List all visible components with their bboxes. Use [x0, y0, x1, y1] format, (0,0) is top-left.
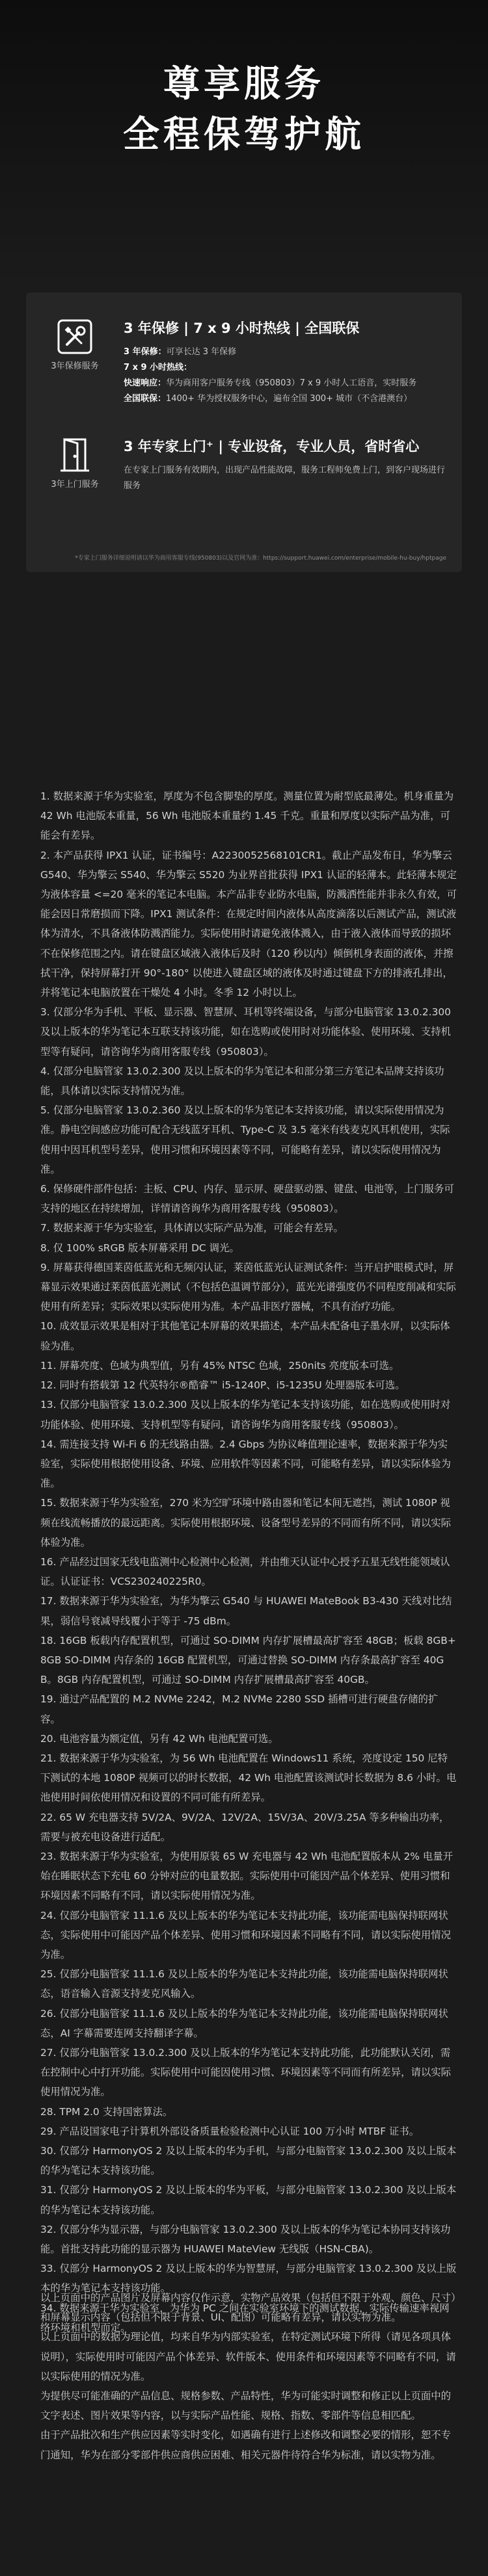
tools-icon: [42, 319, 107, 355]
footnote-item: 2. 本产品获得 IPX1 认证，证书编号：A2230052568101CR1。截止产品发布日，华为擎云 G540、华为擎云 S540、华为擎云 S520 为业界首批获得 IPX1 认证的轻薄本。此轻薄本规定为液体容量 <=20 毫米的笔记本电脑。本产品非专业防水电脑，防溅洒性能并非永久有效，可能会因日常磨损而下降。IPX1 测试条件：在规定时间内液体从高度滴落以后测试产品，测试液体为清水，不具备液体防溅洒能力。实际使用时请避免液体溅入，由于液入液体而导致的损坏不在保修范围之内。请在键盘区域液入液体后及时（120 秒以内）倾倒机身表面的液体，并擦拭干净，保持屏幕打开 90°-180° 以使进入键盘区域的液体及时通过键盘下方的排液孔排出，并将笔记本电脑放置在干燥处 4 小时。冬季 12 小时以上。: [40, 849, 457, 999]
service-icon-label: 3年上门服务: [51, 480, 99, 489]
footnote-item: 10. 成效显示效果是相对于其他笔记本屏幕的效果描述，本产品未配备电子墨水屏，以实际体验为准。: [40, 1320, 450, 1352]
service-line: 3 年保修：可享长达 3 年保修: [124, 347, 237, 357]
footnote-item: 9. 屏幕获得德国莱茵低蓝光和无频闪认证，莱茵低蓝光认证测试条件：当开启护眼模式时，屏幕显示效果通过莱茵低蓝光测试（不包括色温调节部分），蓝光光谱强度仍不同程度削减和实际使用有所差异；实际效果以实际使用为准。本产品非医疗器械，不具有治疗功能。: [40, 1261, 456, 1313]
footnote-item: 24. 仅部分电脑管家 11.1.6 及以上版本的华为笔记本支持此功能，该功能需电脑保持联网状态，实际使用中可能因产品个体差异、使用习惯和环境因素不同略有不同，请以实际使用情况为准。: [40, 1909, 452, 1960]
service-title: 3 年保修 | 7 x 9 小时热线 | 全国联保: [124, 320, 360, 336]
footnote-item: 13. 仅部分电脑管家 13.0.2.300 及以上版本的华为笔记本支持该功能，如在选购或使用时对功能体验、使用环境、支持机型等有疑问，请咨询华为商用客服专线（950803）。: [40, 1399, 451, 1431]
hero-title-line2: 全程保驾护航: [123, 114, 365, 156]
footnote-item: 11. 屏幕亮度、色域为典型值，另有 45% NTSC 色域，250nits 亮度版本可选。: [40, 1359, 400, 1372]
footnote-item: 30. 仅部分 HarmonyOS 2 及以上版本的华为手机，与部分电脑管家 13.0.2.300 及以上版本的华为笔记本支持该功能。: [40, 2145, 457, 2177]
footnote-item: 4. 仅部分电脑管家 13.0.2.300 及以上版本的华为笔记本和部分第三方笔记本品牌支持该功能，具体请以实际支持情况为准。: [40, 1065, 444, 1097]
footnote-item: 31. 仅部分 HarmonyOS 2 及以上版本的华为平板，与部分电脑管家 13.0.2.300 及以上版本的华为笔记本支持该功能。: [40, 2184, 457, 2216]
footnote-item: 15. 数据来源于华为实验室，270 米为空旷环境中路由器和笔记本间无遮挡，测试 1080P 视频在线流畅播放的最远距离。实际使用根据环境、设备型号差异的不同而有所不同，请以实际体验为准。: [40, 1497, 452, 1548]
footnote-item: 5. 仅部分电脑管家 13.0.2.360 及以上版本的华为笔记本支持该功能，请以实际使用情况为准。静电空间感应功能可配合无线蓝牙耳机、Type-C 及 3.5 毫米有线麦克风耳机使用，实际使用中因耳机型号差异，使用习惯和环境因素等不同，可能略有差异，请以实际使用情况为准。: [40, 1104, 450, 1175]
disclaimer-paragraph: 为提供尽可能准确的产品信息、规格参数、产品特性，华为可能实时调整和修正以上页面中的文字表述、图片效果等内容，以与实际产品性能、规格、指数、零部件等信息相匹配。: [40, 2390, 452, 2422]
footnote-item: 22. 65 W 充电器支持 5V/2A、9V/2A、12V/2A、15V/3A、20V/3.25A 等多种输出功率，需要与被充电设备进行适配。: [40, 1811, 450, 1843]
footnote-item: 26. 仅部分电脑管家 11.1.6 及以上版本的华为笔记本支持此功能，该功能需电脑保持联网状态，AI 字幕需要连网支持翻译字幕。: [40, 2007, 448, 2039]
footnote-item: 32. 仅部分华为显示器，与部分电脑管家 13.0.2.300 及以上版本的华为笔记本协同支持该功能。首批支持此功能的显示器为 HUAWEI MateView 无线版（HSN-CBA)。: [40, 2223, 451, 2256]
disclaimer: [40, 2288, 457, 2465]
footnote-item: 29. 产品设国家电子计算机外部设备质量检验检测中心认证 100 万小时 MTBF 证书。: [40, 2125, 420, 2137]
footnote-item: 12. 同时有搭载第 12 代英特尔®酷睿™ i5-1240P、i5-1235U 处理器版本可选。: [40, 1379, 405, 1392]
footnote-item: 23. 数据来源于华为实验室，为使用原装 65 W 充电器与 42 Wh 电池配置版本从 2% 电量开始在睡眠状态下充电 60 分钟对应的电量数据。实际使用中可能因产品个体差异、使用习惯和环境因素不同略有不同，请以实际使用情况为准。: [40, 1850, 453, 1902]
footnote-item: 7. 数据来源于华为实验室，具体请以实际产品为准，可能会有差异。: [40, 1222, 344, 1234]
service-icon-box: [42, 319, 107, 371]
footnote-item: 18. 16GB 板载内存配置机型，可通过 SO-DIMM 内存扩展槽最高扩容至 48GB；板载 8GB+8GB SO-DIMM 内存条的 16GB 配置机型，可通过替换 SO-DIMM 内存条最高扩容至 40GB。8GB 内存配置机型，可通过 SO-DIMM 内存扩展槽最高扩容至 40GB。: [40, 1634, 456, 1686]
footnote-item: 27. 仅部分电脑管家 13.0.2.300 及以上版本的华为笔记本支持此功能，此功能默认关闭，需在控制中心中打开功能。实际使用中可能因使用习惯、环境因素等不同而有所差异，请以实际使用情况为准。: [40, 2047, 452, 2098]
service-icon-label: 3年保修服务: [51, 361, 99, 371]
service-row-warranty: [26, 319, 462, 423]
service-card: [26, 293, 462, 572]
footnote-item: 28. TPM 2.0 支持国密算法。: [40, 2105, 173, 2118]
footnote-item: 17. 数据来源于华为实验室，为华为擎云 G540 与 HUAWEI MateBook B3-430 天线对比结果，弱信号衰减导线覆小于等于 -75 dBm。: [40, 1595, 452, 1627]
disclaimer-paragraph: 由于产品批次和生产供应因素等实时变化，如遇确有进行上述修改和调整必要的情形，恕不专门通知，华为在部分零部件供应商供应困难、相关元器件待符合华为标准，请以实物为准。: [40, 2429, 452, 2461]
service-line: 全国联保：1400+ 华为授权服务中心，遍布全国 300+ 城市（不含港澳台）: [124, 394, 413, 404]
footnote-item: 1. 数据来源于华为实验室，厚度为不包含脚垫的厚度。测量位置为耐型底最薄处。机身重量为 42 Wh 电池版本重量，56 Wh 电池版本重量约 1.45 千克。重量和厚度以实际产品为准，可能会有差异。: [40, 790, 454, 842]
service-body: [124, 319, 449, 407]
service-line: 7 x 9 小时热线：: [124, 363, 193, 372]
service-line: 快速响应：华为商用客户服务专线（950803）7 x 9 小时人工语音，实时服务: [124, 378, 417, 388]
footnote-list: [40, 787, 457, 2337]
hero-banner: [0, 0, 488, 286]
service-title: 3 年专家上门⁺ | 专业设备，专业人员，省时省心: [124, 439, 420, 454]
hero-title-line1: 尊享服务: [163, 63, 325, 105]
disclaimer-paragraph: 以上页面中的产品图片及屏幕内容仅作示意，实物产品效果（包括但不限于外观、颜色、尺寸）和屏幕显示内容（包括但不限于背景、UI、配图）可能略有差异，请以实物为准。: [40, 2292, 456, 2324]
service-line: 在专家上门服务有效期内，出现产品性能故障，服务工程师免费上门，到客户现场进行服务: [124, 465, 446, 491]
footnote-item: 33. 仅部分 HarmonyOS 2 及以上版本的华为智慧屏，与部分电脑管家 13.0.2.300 及以上版本的华为笔记本支持该功能。: [40, 2263, 457, 2295]
footnote-item: 16. 产品经过国家无线电监测中心检测中心检测，并由维天认证中心授予五星无线性能领域认证。认证证书：VCS230240225R0。: [40, 1555, 450, 1588]
footnote-item: 6. 保修硬件部件包括：主板、CPU、内存、显示屏、硬盘驱动器、键盘、电池等，上门服务可支持的地区在持续增加，详情请咨询华为商用客服专线（950803）。: [40, 1183, 454, 1215]
disclaimer-paragraph: 以上页面中的数据为理论值，均来自华为内部实验室，在特定测试环境下所得（请见各项具体说明），实际使用时可能因产品个体差异、软件版本、使用条件和环境因素等不同略有不同，请以实际使用的情况为准。: [40, 2331, 456, 2382]
footnote-item: 3. 仅部分华为手机、平板、显示器、智慧屏、耳机等终端设备，与部分电脑管家 13.0.2.300 及以上版本的华为笔记本互联支持该功能，如在选购或使用时对功能体验、使用环境、支持机型等有疑问，请咨询华为商用客服专线（950803）。: [40, 1006, 452, 1058]
footnote-item: 34. 数据来源于华为实验室，为华为 PC 之间在实验室环境下的测试数据，实际传输速率视网络环境和机型而定。: [40, 2302, 450, 2334]
footnote-item: 21. 数据来源于华为实验室，为 56 Wh 电池配置在 Windows11 系统，亮度设定 150 尼特下测试的本地 1080P 视频可以的时长数据，42 Wh 电池配置该测试时长数据为 8.6 小时。电池使用时间依使用情况和设置的不同可能有所差异。: [40, 1752, 457, 1804]
door-icon: [42, 437, 107, 473]
service-icon-box: [42, 437, 107, 489]
footnote-item: 14. 需连接支持 Wi-Fi 6 的无线路由器。2.4 Gbps 为协议峰值理论速率，数据来源于华为实验室，实际使用根据使用设备、环境、应用软件等因素不同，可能略有差异，请以实际体验为准。: [40, 1438, 452, 1490]
card-footnote: *专家上门服务详细说明请以华为商用客服专线(950803)以及官网为准：https://support.huawei.com/enterprise/mobile-hu-buy/hptpage: [75, 555, 446, 562]
footnote-item: 8. 仅 100% sRGB 版本屏幕采用 DC 调光。: [40, 1242, 239, 1254]
service-row-onsite: [26, 437, 462, 534]
footnote-item: 20. 电池容量为额定值，另有 42 Wh 电池配置可选。: [40, 1732, 278, 1745]
footnote-item: 25. 仅部分电脑管家 11.1.6 及以上版本的华为笔记本支持此功能，该功能需电脑保持联网状态，语音输入音源支持麦克风输入。: [40, 1968, 448, 2000]
service-body: [124, 437, 449, 494]
footnote-item: 19. 通过产品配置的 M.2 NVMe 2242，M.2 NVMe 2280 SSD 插槽可进行硬盘存储的扩容。: [40, 1693, 439, 1725]
